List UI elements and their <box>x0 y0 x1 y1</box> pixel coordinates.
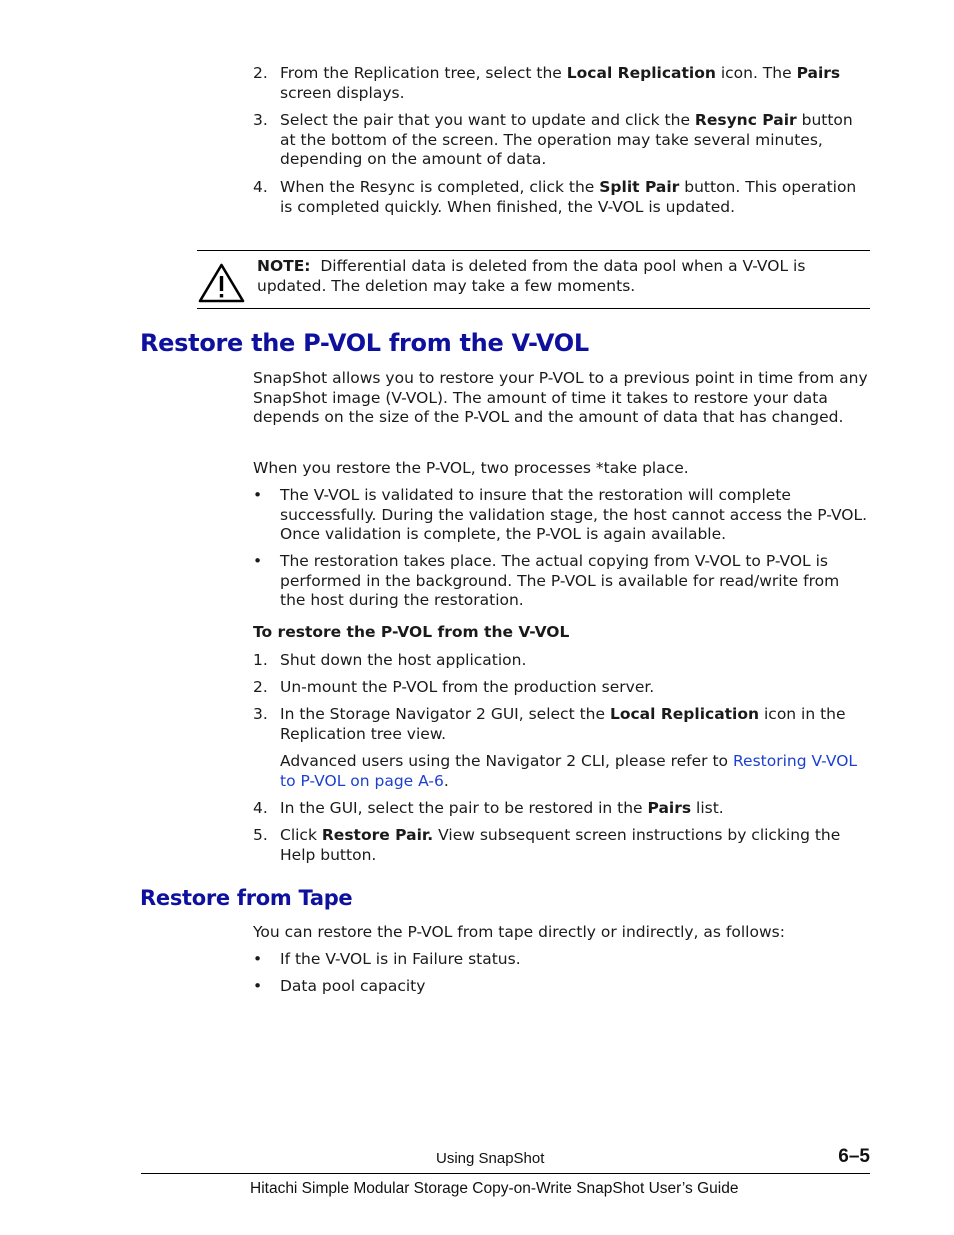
step-text: Un-mount the P-VOL from the production server. <box>280 678 655 696</box>
page-number: 6–5 <box>838 1146 870 1167</box>
advanced-note: Advanced users using the Navigator 2 CLI, please refer to Restoring V-VOL to P-VOL on page A-6. <box>280 752 858 790</box>
footer-rule <box>141 1173 870 1174</box>
bullet-item: • The V-VOL is validated to insure that the restoration will complete successfully. During the validation stage, the host cannot access the P-VOL. Once validation is complete, the P-VOL is again available. <box>253 486 868 544</box>
bullet-item: • If the V-VOL is in Failure status. <box>253 950 521 968</box>
list-item <box>253 178 869 218</box>
list-item <box>253 678 869 698</box>
list-item <box>253 826 869 866</box>
step-text: From the Replication tree, select the Local Replication icon. The Pairs screen displays. <box>280 64 841 102</box>
list-item <box>253 111 869 171</box>
step-text: Shut down the host application. <box>280 651 527 669</box>
list-item <box>253 651 869 671</box>
note-text: NOTE: Differential data is deleted from the data pool when a V-VOL is updated. The deletion may take a few moments. <box>257 257 806 295</box>
step-number: 2. <box>253 64 268 82</box>
bullet-item: • The restoration takes place. The actual copying from V-VOL to P-VOL is performed in the background. The P-VOL is available for read/write from the host during the restoration. <box>253 552 840 610</box>
section-heading: Restore the P-VOL from the V-VOL <box>140 329 589 357</box>
list-item <box>253 705 869 745</box>
step-number: 4. <box>253 178 268 196</box>
note-bottom-rule <box>197 308 870 309</box>
section-heading: Restore from Tape <box>140 886 353 910</box>
paragraph: SnapShot allows you to restore your P-VOL to a previous point in time from any SnapShot image (V-VOL). The amount of time it takes to restore your data depends on the size of the P-VOL and the amount of data that has changed. <box>253 369 868 427</box>
footer-chapter: Using SnapShot <box>436 1150 545 1167</box>
warning-icon <box>198 262 245 304</box>
list-item <box>253 64 869 104</box>
step-number: 5. <box>253 826 268 844</box>
paragraph: When you restore the P-VOL, two processes *take place. <box>253 459 689 477</box>
paragraph: You can restore the P-VOL from tape directly or indirectly, as follows: <box>253 923 785 941</box>
procedure-title: To restore the P-VOL from the V-VOL <box>253 623 570 641</box>
step-text: Select the pair that you want to update and click the Resync Pair button at the bottom of the screen. The operation may take several minutes, depending on the amount of data. <box>280 111 853 169</box>
step-text: When the Resync is completed, click the Split Pair button. This operation is completed quickly. When finished, the V-VOL is updated. <box>280 178 857 216</box>
step-text: In the GUI, select the pair to be restored in the Pairs list. <box>280 799 724 817</box>
step-text: In the Storage Navigator 2 GUI, select the Local Replication icon in the Replication tree view. <box>280 705 846 743</box>
step-number: 2. <box>253 678 268 696</box>
step-number: 4. <box>253 799 268 817</box>
bullet-icon: • <box>253 552 263 570</box>
cross-reference-link[interactable]: Restoring V-VOL to P-VOL on page A-6 <box>280 752 858 790</box>
bullet-item: • Data pool capacity <box>253 977 426 995</box>
note-top-rule <box>197 250 870 251</box>
step-number: 1. <box>253 651 268 669</box>
step-number: 3. <box>253 111 268 129</box>
note-label: NOTE: <box>257 257 311 275</box>
bullet-icon: • <box>253 950 263 968</box>
bullet-icon: • <box>253 486 263 504</box>
footer-book-title: Hitachi Simple Modular Storage Copy-on-Write SnapShot User’s Guide <box>250 1180 739 1197</box>
bullet-icon: • <box>253 977 263 995</box>
list-item <box>253 799 869 819</box>
step-text: Click Restore Pair. View subsequent screen instructions by clicking the Help button. <box>280 826 841 864</box>
step-number: 3. <box>253 705 268 723</box>
